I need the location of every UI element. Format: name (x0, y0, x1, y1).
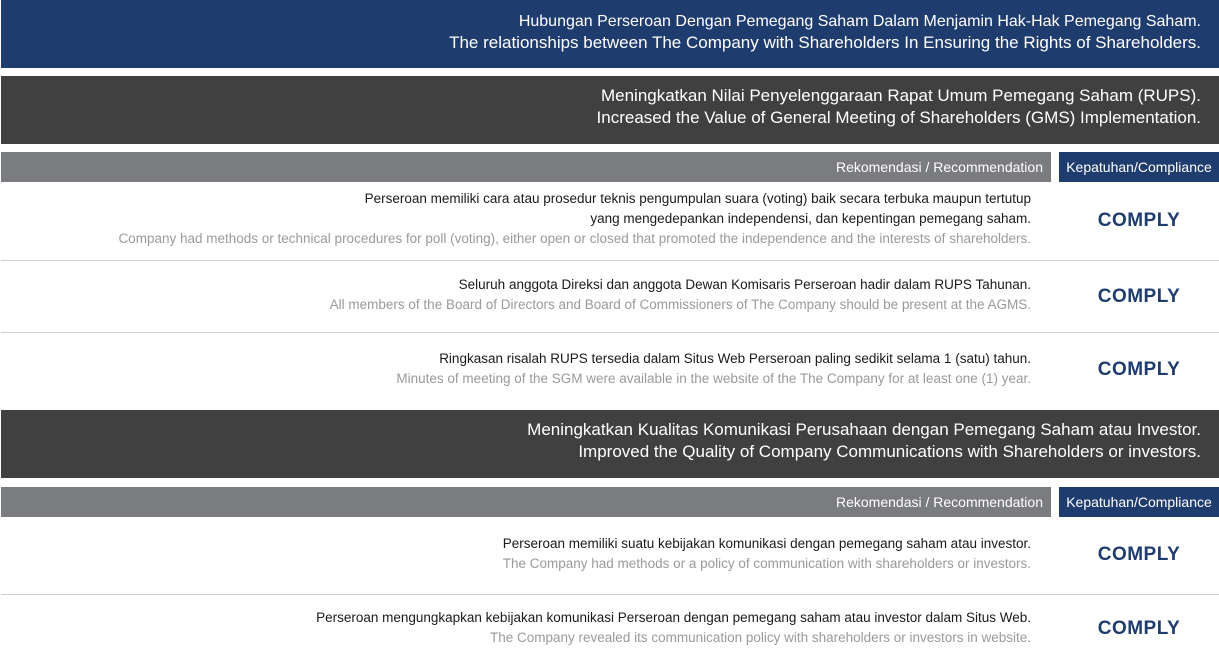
recommendation-en: The Company had methods or a policy of communication with shareholders or investors. (502, 556, 1031, 571)
recommendation-text (1, 349, 1031, 389)
compliance-status: COMPLY (1097, 544, 1181, 565)
recommendation-header: Rekomendasi / Recommendation (1, 487, 1051, 517)
recommendation-text (1, 275, 1031, 315)
principle-title-id: Meningkatkan Kualitas Komunikasi Perusahaan dengan Pemegang Saham atau Investor. (527, 420, 1201, 439)
recommendation-en: Company had methods or technical procedures for poll (voting), either open or closed that promoted the independence and the interests of shareholders. (118, 231, 1031, 246)
compliance-status: COMPLY (1097, 286, 1181, 307)
compliance-header: Kepatuhan/Compliance (1059, 152, 1219, 182)
principle-title-en: Improved the Quality of Company Communications with Shareholders or investors. (578, 442, 1201, 461)
compliance-status: COMPLY (1097, 210, 1181, 231)
recommendation-text (1, 608, 1031, 648)
recommendation-id-cont: yang mengedepankan independensi, dan kepentingan pemegang saham. (590, 211, 1031, 226)
principle-title-id: Meningkatkan Nilai Penyelenggaraan Rapat Umum Pemegang Saham (RUPS). (600, 86, 1201, 105)
row-divider (1, 594, 1219, 595)
principle-2-banner (1, 410, 1219, 478)
section-title-id: Hubungan Perseroan Dengan Pemegang Saham Dalam Menjamin Hak-Hak Pemegang Saham. (518, 13, 1201, 30)
compliance-header: Kepatuhan/Compliance (1059, 487, 1219, 517)
recommendation-text (1, 189, 1031, 249)
section-title-en: The relationships between The Company with Shareholders In Ensuring the Rights of Shareholders. (449, 33, 1201, 52)
principle-2-table-header (1, 487, 1219, 517)
recommendation-header: Rekomendasi / Recommendation (1, 152, 1051, 182)
row-divider (1, 332, 1219, 333)
recommendation-id: Perseroan memiliki suatu kebijakan komunikasi dengan pemegang saham atau investor. (502, 536, 1031, 551)
recommendation-en: All members of the Board of Directors and Board of Commissioners of The Company should be present at the AGMS. (329, 297, 1031, 312)
row-divider (1, 260, 1219, 261)
principle-title-en: Increased the Value of General Meeting of Shareholders (GMS) Implementation. (596, 108, 1201, 127)
recommendation-id: Perseroan memiliki cara atau prosedur teknis pengumpulan suara (voting) baik secara terbuka maupun tertutup (364, 191, 1031, 206)
recommendation-text (1, 534, 1031, 574)
compliance-status: COMPLY (1097, 618, 1181, 639)
recommendation-id: Seluruh anggota Direksi dan anggota Dewan Komisaris Perseroan hadir dalam RUPS Tahunan. (458, 277, 1031, 292)
principle-1-table-header (1, 152, 1219, 182)
recommendation-en: The Company revealed its communication policy with shareholders or investors in website. (490, 630, 1031, 645)
section-title-banner (1, 0, 1219, 68)
compliance-status: COMPLY (1097, 359, 1181, 380)
recommendation-en: Minutes of meeting of the SGM were available in the website of the The Company for at least one (1) year. (396, 371, 1031, 386)
principle-1-banner (1, 76, 1219, 144)
recommendation-id: Ringkasan risalah RUPS tersedia dalam Situs Web Perseroan paling sedikit selama 1 (satu) tahun. (439, 351, 1031, 366)
recommendation-id: Perseroan mengungkapkan kebijakan komunikasi Perseroan dengan pemegang saham atau investor dalam Situs Web. (316, 610, 1031, 625)
